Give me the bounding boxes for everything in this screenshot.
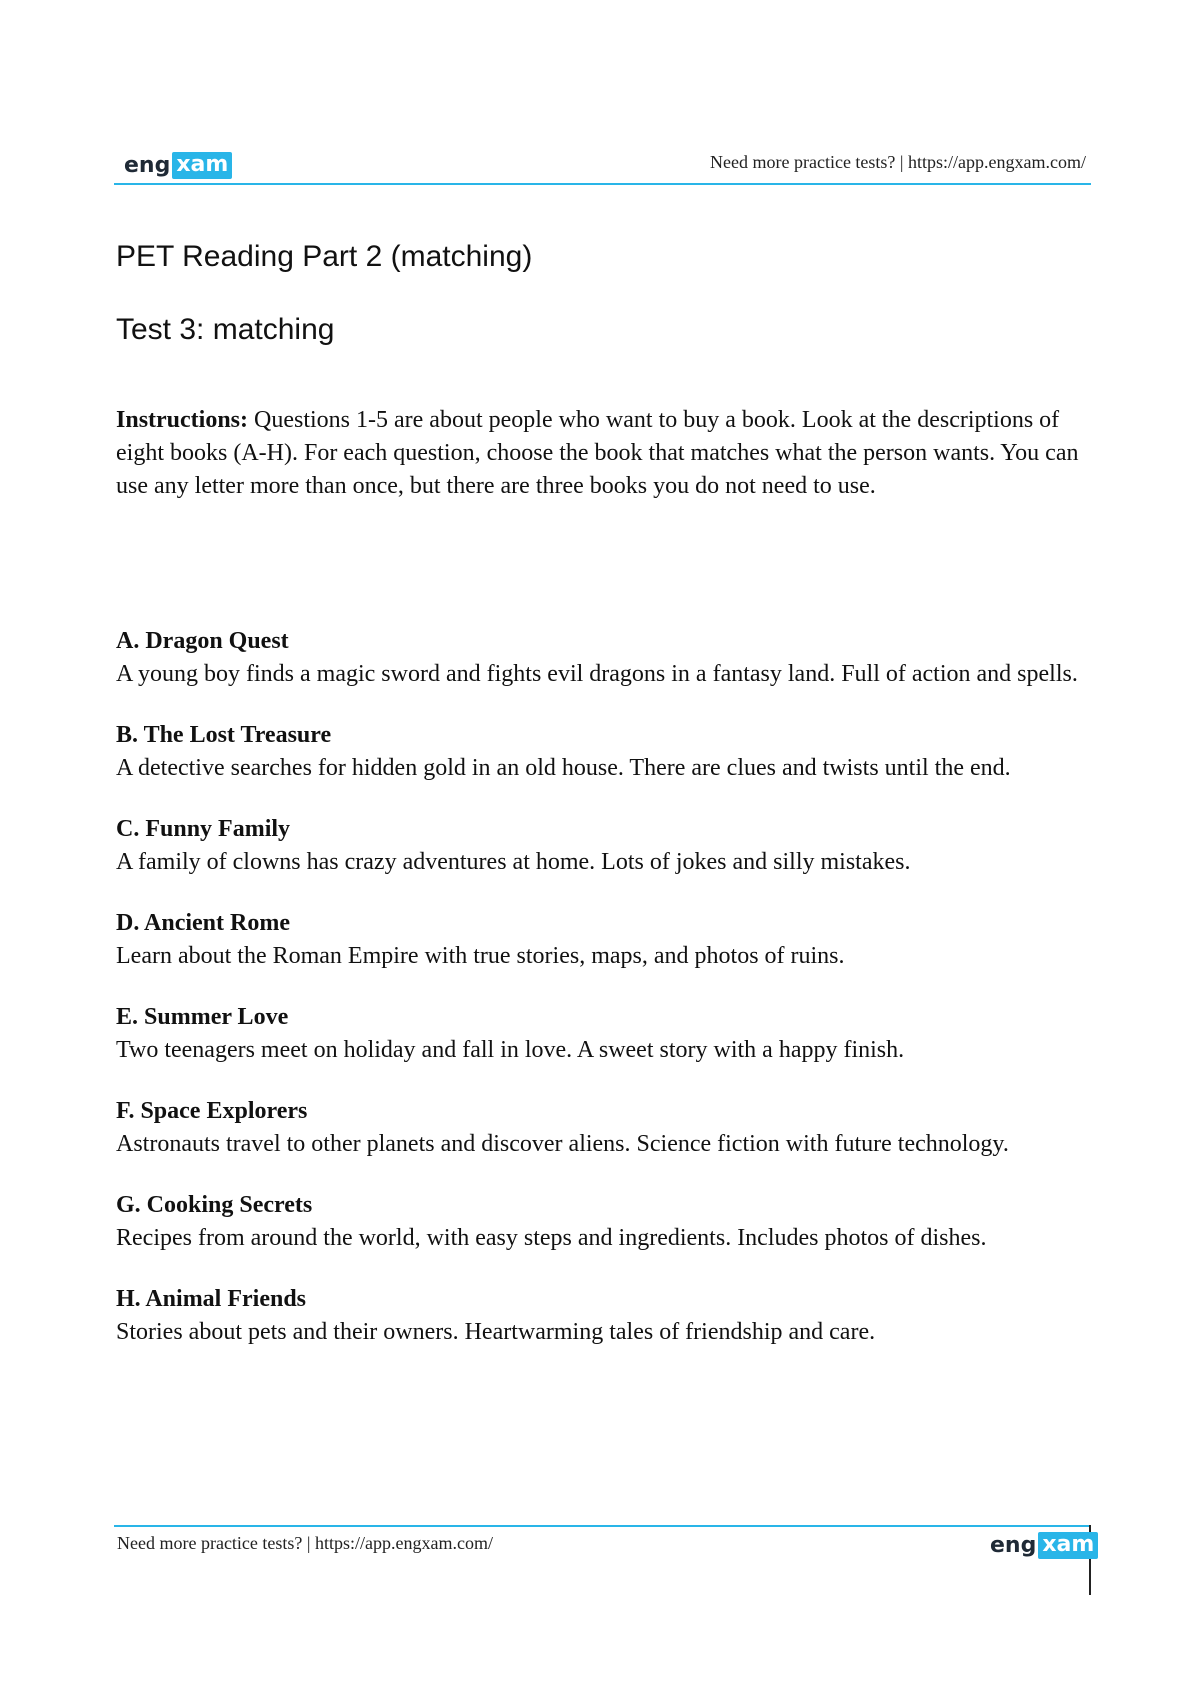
book-item-g bbox=[116, 1189, 1096, 1255]
engxam-logo bbox=[124, 152, 232, 179]
page-title: PET Reading Part 2 (matching) bbox=[116, 240, 533, 273]
book-title: H. Animal Friends bbox=[116, 1286, 307, 1312]
book-list bbox=[116, 625, 1096, 1377]
book-item-b bbox=[116, 719, 1096, 785]
footer-practice-link[interactable]: Need more practice tests? | https://app.engxam.com/ bbox=[117, 1533, 493, 1553]
instructions-paragraph bbox=[116, 404, 1081, 503]
book-title: E. Summer Love bbox=[116, 1004, 289, 1030]
test-subtitle: Test 3: matching bbox=[116, 313, 335, 346]
book-item-d bbox=[116, 907, 1096, 973]
book-item-h bbox=[116, 1283, 1096, 1349]
book-description: A young boy finds a magic sword and fights evil dragons in a fantasy land. Full of action and spells. bbox=[116, 661, 1078, 687]
instructions-text: Questions 1-5 are about people who want to buy a book. Look at the descriptions of eight books (A-H). For each question, choose the book that matches what the person wants. You can use any letter more than once, but there are three books you do not need to use. bbox=[116, 407, 1079, 499]
book-title: G. Cooking Secrets bbox=[116, 1192, 313, 1218]
book-description: A detective searches for hidden gold in an old house. There are clues and twists until the end. bbox=[116, 755, 1011, 781]
book-item-f bbox=[116, 1095, 1096, 1161]
logo-text-xam: xam bbox=[172, 152, 232, 179]
logo-text-eng: eng bbox=[124, 152, 171, 178]
book-title: B. The Lost Treasure bbox=[116, 722, 332, 748]
engxam-logo-footer bbox=[990, 1532, 1098, 1559]
book-item-a bbox=[116, 625, 1096, 691]
book-title: A. Dragon Quest bbox=[116, 628, 289, 654]
book-description: Stories about pets and their owners. Heartwarming tales of friendship and care. bbox=[116, 1319, 876, 1345]
book-description: Two teenagers meet on holiday and fall in love. A sweet story with a happy finish. bbox=[116, 1037, 905, 1063]
book-item-e bbox=[116, 1001, 1096, 1067]
book-title: C. Funny Family bbox=[116, 816, 291, 842]
book-description: Learn about the Roman Empire with true stories, maps, and photos of ruins. bbox=[116, 943, 845, 969]
logo-text-xam: xam bbox=[1038, 1532, 1098, 1559]
book-item-c bbox=[116, 813, 1096, 879]
footer-divider bbox=[114, 1525, 1091, 1527]
header-practice-link[interactable]: Need more practice tests? | https://app.engxam.com/ bbox=[710, 152, 1086, 172]
book-description: Recipes from around the world, with easy steps and ingredients. Includes photos of dishes. bbox=[116, 1225, 987, 1251]
header-divider bbox=[114, 183, 1091, 185]
book-description: A family of clowns has crazy adventures at home. Lots of jokes and silly mistakes. bbox=[116, 849, 911, 875]
logo-text-eng: eng bbox=[990, 1532, 1037, 1558]
book-title: D. Ancient Rome bbox=[116, 910, 290, 936]
book-description: Astronauts travel to other planets and discover aliens. Science fiction with future technology. bbox=[116, 1131, 1009, 1157]
instructions-label: Instructions: bbox=[116, 407, 249, 433]
book-title: F. Space Explorers bbox=[116, 1098, 308, 1124]
